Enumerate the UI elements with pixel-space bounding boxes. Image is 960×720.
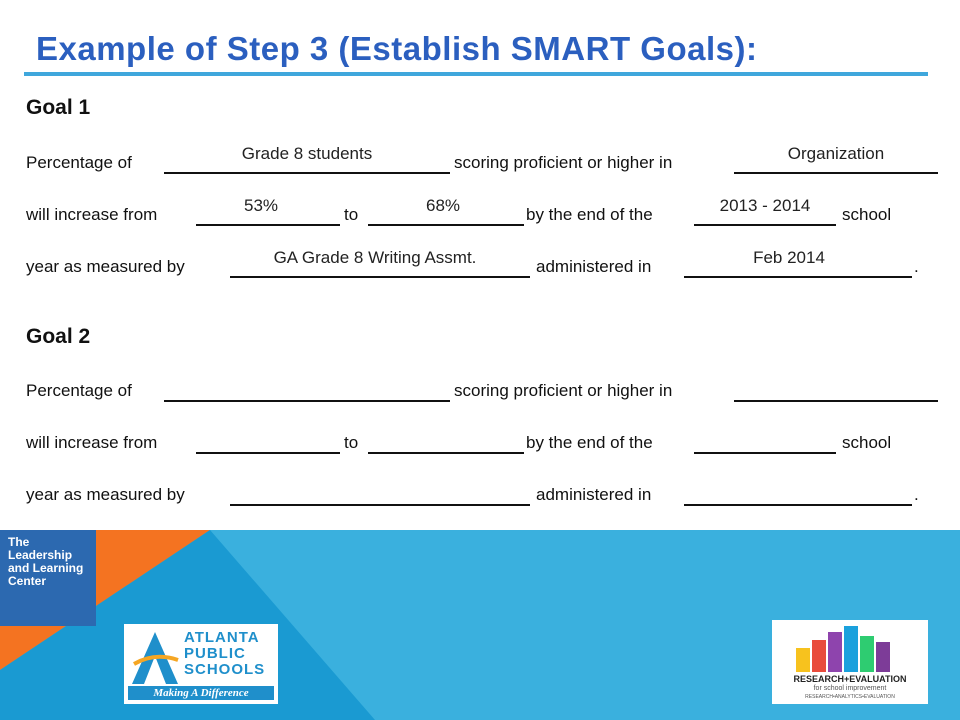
footer-band xyxy=(0,530,960,720)
blank-subject[interactable] xyxy=(734,400,938,402)
goal-1-line-2 xyxy=(26,196,956,226)
line-text: school xyxy=(842,433,892,452)
goal-2-line-1 xyxy=(26,380,956,402)
line-text: administered in xyxy=(536,257,652,276)
blank-baseline[interactable] xyxy=(196,224,340,226)
fill-assessment: GA Grade 8 Writing Assmt. xyxy=(273,248,477,267)
fill-population: Grade 8 students xyxy=(241,144,373,163)
llc-line-2: Leadership xyxy=(8,548,73,562)
line-text: to xyxy=(344,205,359,224)
blank-population[interactable] xyxy=(164,400,450,402)
blank-school-year[interactable] xyxy=(694,452,836,454)
aps-line-2: PUBLIC xyxy=(184,645,246,662)
blank-assessment[interactable] xyxy=(230,276,530,278)
fill-target: 68% xyxy=(425,196,461,215)
goal-1-line-1 xyxy=(26,144,956,174)
atlanta-public-schools-logo xyxy=(124,624,278,704)
goal-2-line-2 xyxy=(26,432,956,454)
line-text: will increase from xyxy=(26,205,158,224)
blank-assessment[interactable] xyxy=(230,504,530,506)
aps-line-1: ATLANTA xyxy=(184,629,260,646)
blank-population[interactable] xyxy=(164,172,450,174)
line-text: school xyxy=(842,205,892,224)
title-underline xyxy=(24,72,928,76)
line-text: to xyxy=(344,433,359,452)
goal-1-heading: Goal 1 xyxy=(26,96,91,119)
blank-date[interactable] xyxy=(684,504,912,506)
line-text: Percentage of xyxy=(26,381,132,400)
research-evaluation-logo xyxy=(772,620,928,704)
fill-school-year: 2013 - 2014 xyxy=(719,196,811,215)
blank-subject[interactable] xyxy=(734,172,938,174)
goal-2-line-3 xyxy=(26,484,956,506)
goal-2-heading: Goal 2 xyxy=(26,325,91,348)
line-text: by the end of the xyxy=(526,205,653,224)
leadership-learning-center-logo xyxy=(0,530,96,626)
line-text: year as measured by xyxy=(26,257,185,276)
line-text: scoring proficient or higher in xyxy=(454,381,673,400)
line-text: will increase from xyxy=(26,433,158,452)
aps-line-3: SCHOOLS xyxy=(184,661,266,678)
blank-date[interactable] xyxy=(684,276,912,278)
fill-baseline: 53% xyxy=(243,196,279,215)
fill-date: Feb 2014 xyxy=(753,248,825,267)
bar-graph-icon xyxy=(794,626,904,672)
line-text: Percentage of xyxy=(26,153,132,172)
aps-a-icon xyxy=(130,630,180,686)
page-title: Example of Step 3 (Establish SMART Goals): xyxy=(36,30,758,67)
line-text: by the end of the xyxy=(526,433,653,452)
re-subtitle-2: RESEARCH•ANALYTICS•EVALUATION xyxy=(805,694,895,700)
line-text: scoring proficient or higher in xyxy=(454,153,673,172)
blank-school-year[interactable] xyxy=(694,224,836,226)
llc-line-1: The xyxy=(8,535,30,549)
llc-line-4: Center xyxy=(8,574,47,588)
re-name: RESEARCH+EVALUATION xyxy=(793,674,907,684)
line-text: year as measured by xyxy=(26,485,185,504)
goal-1-line-3 xyxy=(26,248,956,278)
re-subtitle: for school improvement xyxy=(813,685,887,692)
line-text: . xyxy=(914,257,919,276)
fill-subject: Organization xyxy=(787,144,885,163)
llc-line-3: and Learning xyxy=(8,561,84,575)
line-text: administered in xyxy=(536,485,652,504)
blank-target[interactable] xyxy=(368,452,524,454)
line-text: . xyxy=(914,485,919,504)
aps-tagline: Making A Difference xyxy=(128,686,274,700)
blank-target[interactable] xyxy=(368,224,524,226)
blank-baseline[interactable] xyxy=(196,452,340,454)
